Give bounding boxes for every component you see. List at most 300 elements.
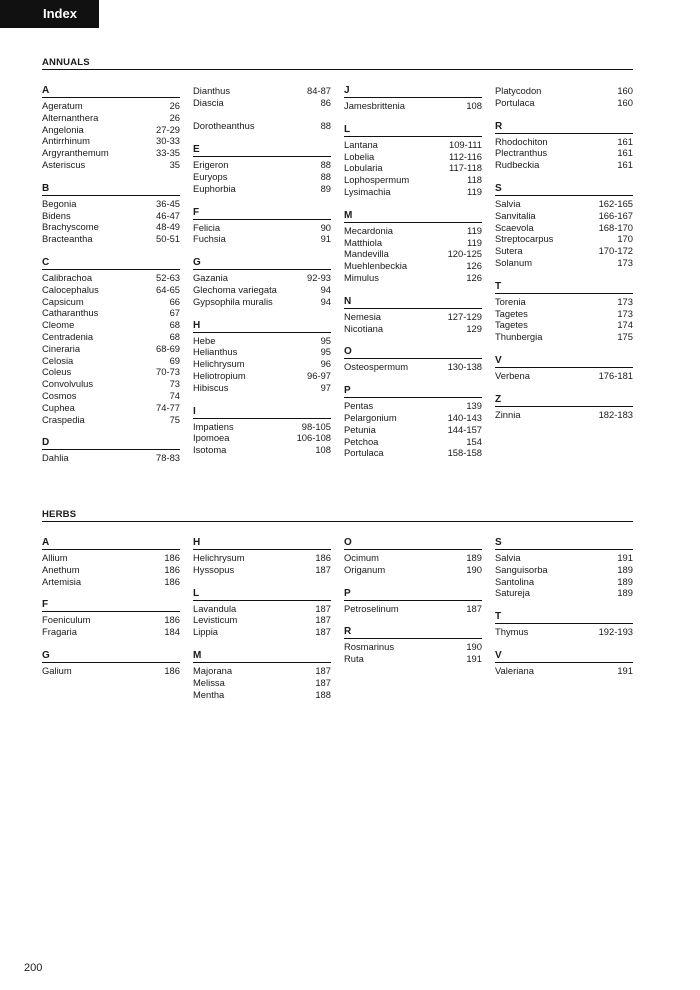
index-entry [344,323,482,335]
herbs-column-4 [495,537,633,712]
index-entry [42,124,180,136]
entry-name: Cuphea [42,401,75,413]
index-letter: M [344,209,353,221]
entry-name: Nemesia [344,310,381,322]
index-letter: H [193,319,201,331]
index-entry [193,272,331,284]
index-entry [193,97,331,109]
index-entry [344,272,482,284]
index-entry [42,135,180,147]
annuals-columns [42,85,633,476]
index-entry [495,409,633,421]
entry-page: 144-157 [447,423,482,435]
entry-page: 26 [169,100,180,111]
entry-name: Levisticum [193,614,238,626]
letter-divider [193,418,331,419]
letter-divider [42,549,180,550]
index-letter: R [495,120,503,132]
entry-name [193,109,196,121]
entry-name: Rhodochiton [495,135,548,147]
entry-name: Portulaca [495,96,535,108]
index-entry [344,447,482,459]
index-entry [344,174,482,186]
entry-page: 186 [315,552,331,563]
index-group [344,296,482,335]
index-letter: G [193,257,201,269]
index-letter: T [495,611,502,623]
index-entry [193,614,331,626]
herbs-column-3 [344,537,482,712]
letter-divider [193,219,331,220]
entry-name: Galium [42,664,72,676]
entry-page: 191 [466,653,482,665]
entry-page: 88 [320,159,331,171]
entry-page: 170 [617,233,633,245]
entry-page: 119 [467,224,482,236]
index-entry [193,603,331,615]
index-entry [42,390,180,402]
index-letter: J [344,85,350,96]
index-letter: C [42,256,50,268]
entry-name: Thunbergia [495,331,543,343]
index-group [344,210,482,284]
entry-name: Lantana [344,138,378,150]
index-group [193,537,331,576]
entry-page: 161 [617,135,633,147]
index-entry [193,85,331,97]
index-entry [42,272,180,284]
entry-name: Ruta [344,653,364,665]
entry-page: 168-170 [598,221,633,233]
index-entry [495,97,633,109]
index-entry [344,641,482,653]
index-entry [344,186,482,198]
letter-divider [42,269,180,270]
entry-page: 88 [320,170,331,182]
entry-page: 187 [315,664,331,676]
entry-page: 161 [617,147,633,159]
letter-divider [42,195,180,196]
index-entry [344,225,482,237]
index-letter: P [344,385,351,397]
entry-name: Lysimachia [344,185,391,197]
index-entry [344,653,482,665]
index-group [42,537,180,587]
index-entry [344,424,482,436]
entry-page: 170-172 [598,245,633,257]
herbs-columns [42,537,633,712]
index-group [193,650,331,700]
entry-name: Melissa [193,676,225,688]
index-entry [344,260,482,272]
entry-name: Salvia [495,197,521,209]
entry-page: 120-125 [447,248,482,260]
index-letter: D [42,437,50,449]
entry-page: 190 [466,641,482,653]
index-group [495,281,633,343]
index-entry [42,159,180,171]
entry-name: Streptocarpus [495,233,554,245]
index-entry [42,210,180,222]
entry-page: 166-167 [598,209,633,221]
index-entry [42,331,180,343]
entry-page: 176-181 [598,369,633,381]
index-letter: O [344,537,352,548]
entry-name: Centradenia [42,330,94,342]
annuals-section [42,57,633,476]
entry-page: 158-158 [447,447,482,459]
entry-name: Diascia [193,96,224,108]
index-entry [42,319,180,331]
entry-page: 127-129 [447,310,482,322]
index-letter: Z [495,393,502,405]
index-entry [495,257,633,269]
index-entry [495,245,633,257]
entry-page: 186 [164,575,180,587]
entry-name: Heliotropium [193,369,246,381]
entry-name: Convolvulus [42,378,94,390]
entry-name: Brachyscome [42,221,99,233]
entry-page: 187 [315,676,331,688]
entry-name: Felicia [193,221,221,233]
index-entry [495,665,633,677]
entry-name: Coleus [42,366,72,378]
entry-page: 140-143 [447,411,482,423]
index-letter: F [193,206,200,218]
index-group [344,537,482,576]
entry-name: Gypsophila muralis [193,295,273,307]
entry-page: 189 [466,552,482,563]
index-entry [495,626,633,638]
index-entry [42,665,180,677]
entry-page: 173 [617,295,633,307]
entry-name: Lophospermum [344,174,410,186]
index-entry [193,346,331,358]
entry-name: Helianthus [193,346,238,358]
index-group [495,355,633,382]
index-group [495,85,633,109]
entry-name: Catharanthus [42,307,99,319]
entry-page: 73 [169,378,180,390]
index-entry [495,296,633,308]
entry-name: Petroselinum [344,602,399,614]
entry-page: 108 [315,444,331,456]
index-group [193,320,331,394]
letter-divider [344,600,482,601]
entry-name: Anethum [42,563,80,575]
entry-page: 35 [169,158,180,170]
index-entry [42,355,180,367]
entry-page: 188 [315,688,331,700]
entry-page: 66 [169,295,180,307]
entry-page: 97 [320,381,331,393]
index-entry [495,552,633,564]
index-entry [42,343,180,355]
index-entry [42,284,180,296]
entry-page: 186 [164,664,180,676]
annuals-heading: ANNUALS [42,57,633,70]
index-entry [344,151,482,163]
index-letter: L [193,587,200,599]
index-entry [193,222,331,234]
entry-page: 187 [315,563,331,575]
index-entry [495,308,633,320]
entry-page: 50-51 [156,233,180,245]
entry-name: Hibiscus [193,381,229,393]
entry-name: Glechoma variegata [193,283,277,295]
index-letter: S [495,182,502,194]
entry-name: Lobelia [344,150,375,162]
entry-name: Asteriscus [42,158,86,170]
entry-page: 173 [617,307,633,319]
index-entry [495,85,633,97]
entry-name: Celosia [42,354,74,366]
index-entry [495,222,633,234]
index-entry [193,120,331,132]
entry-name: Helichrysum [193,358,245,370]
entry-name: Ocimum [344,552,379,563]
index-entry [193,296,331,308]
entry-name: Dahlia [42,452,69,464]
index-entry [495,136,633,148]
index-group [193,144,331,194]
entry-name: Torenia [495,295,526,307]
index-letter: I [193,405,196,417]
index-letter: F [42,599,49,611]
index-entry [42,614,180,626]
entry-name: Sutera [495,245,523,257]
entry-name: Antirrhinum [42,135,90,147]
index-entry [193,358,331,370]
entry-page: 86 [320,96,331,108]
entry-name: Tagetes [495,319,528,331]
index-entry [42,221,180,233]
entry-page: 190 [466,563,482,575]
index-group [193,207,331,246]
index-entry [495,319,633,331]
index-entry [495,147,633,159]
herbs-section [42,509,633,712]
index-entry [193,677,331,689]
entry-name: Cineraria [42,342,81,354]
entry-page: 108 [466,100,482,111]
index-entry [344,162,482,174]
letter-divider [344,397,482,398]
herbs-column-1 [42,537,180,712]
entry-name: Matthiola [344,236,383,248]
entry-page: 68 [169,330,180,342]
entry-page: 95 [320,334,331,346]
entry-name: Euphorbia [193,182,236,194]
index-entry [42,552,180,564]
letter-divider [344,97,482,98]
entry-page: 27-29 [156,123,180,135]
entry-name: Petunia [344,423,376,435]
entry-page: 189 [617,563,633,575]
entry-name: Mimulus [344,271,379,283]
index-letter: R [344,626,352,638]
index-letter: A [42,85,50,96]
index-entry [42,112,180,124]
index-group [193,406,331,456]
entry-page: 186 [164,614,180,626]
entry-name: Zinnia [495,408,521,420]
entry-name: Allium [42,552,68,563]
letter-divider [42,662,180,663]
letter-divider [344,136,482,137]
entry-name: Mandevilla [344,248,389,260]
page-number: 200 [24,962,43,974]
index-entry [495,587,633,599]
index-group [42,183,180,245]
index-group [42,650,180,677]
index-group [42,599,180,638]
index-entry [193,159,331,171]
index-group [495,650,633,677]
entry-page: 94 [320,283,331,295]
entry-name: Petchoa [344,435,379,447]
entry-page: 46-47 [156,209,180,221]
entry-page: 98-105 [301,420,331,432]
entry-page: 187 [466,602,482,614]
index-group [193,85,331,132]
entry-name: Artemisia [42,575,82,587]
entry-name: Cleome [42,319,75,331]
entry-page: 187 [315,614,331,626]
index-letter: A [42,537,50,548]
entry-name: Alternanthera [42,111,99,123]
entry-page: 36-45 [156,197,180,209]
index-letter: V [495,354,502,366]
index-entry [495,370,633,382]
entry-name: Begonia [42,197,77,209]
entry-page: 173 [617,256,633,268]
index-letter: N [344,295,352,307]
entry-page: 126 [466,271,482,283]
letter-divider [344,358,482,359]
entry-name: Fragaria [42,626,77,638]
entry-page: 48-49 [156,221,180,233]
herbs-heading: HERBS [42,509,633,522]
entry-page: 129 [466,322,482,334]
letter-divider [42,97,180,98]
entry-name: Majorana [193,664,233,676]
letter-divider [344,308,482,309]
index-entry [193,109,331,121]
index-entry [42,564,180,576]
index-entry [42,100,180,112]
index-entry [344,564,482,576]
entry-page: 52-63 [156,271,180,283]
entry-page: 189 [617,587,633,599]
entry-name: Lobularia [344,162,383,174]
entry-page: 130-138 [447,361,482,373]
index-group [495,183,633,269]
entry-page: 160 [617,85,633,96]
index-entry [193,689,331,701]
index-letter: E [193,144,200,156]
entry-name: Pelargonium [344,411,397,423]
entry-page: 33-35 [156,147,180,159]
entry-page: 84-87 [307,85,331,96]
index-entry [344,237,482,249]
index-entry [193,335,331,347]
entry-page: 191 [617,664,633,676]
entry-name: Bidens [42,209,71,221]
entry-page: 174 [617,319,633,331]
entry-page: 68 [169,319,180,331]
entry-page: 187 [315,626,331,638]
index-entry [344,311,482,323]
entry-name: Nicotiana [344,322,384,334]
entry-name: Santolina [495,575,535,587]
index-entry [344,139,482,151]
entry-name: Sanvitalia [495,209,536,221]
index-entry [42,402,180,414]
index-entry [344,100,482,112]
index-group [344,346,482,373]
entry-name: Osteospermum [344,361,409,373]
index-group [495,394,633,421]
index-group [344,588,482,615]
index-letter: M [193,649,202,661]
index-letter: S [495,537,502,548]
entry-name: Impatiens [193,420,234,432]
entry-page: 162-165 [598,197,633,209]
entry-name: Muehlenbeckia [344,260,408,272]
entry-page: 154 [466,435,482,447]
entry-name: Platycodon [495,85,542,96]
index-entry [42,626,180,638]
index-letter: V [495,649,502,661]
letter-divider [495,623,633,624]
index-entry [193,564,331,576]
index-entry [193,370,331,382]
entry-page: 184 [164,626,180,638]
annuals-column-2 [193,85,331,476]
index-entry [193,552,331,564]
index-group [344,385,482,459]
index-group [495,537,633,599]
entry-name: Dianthus [193,85,231,96]
entry-name: Lippia [193,626,219,638]
letter-divider [193,332,331,333]
entry-page: 89 [320,182,331,194]
index-entry [42,576,180,588]
entry-page: 92-93 [307,272,331,284]
index-entry [42,296,180,308]
entry-page: 75 [169,413,180,425]
index-group [344,85,482,112]
index-entry [495,198,633,210]
index-entry [42,307,180,319]
entry-name: Portulaca [344,447,384,459]
index-entry [42,147,180,159]
index-tab-title: Index [43,6,77,21]
letter-divider [42,449,180,450]
letter-divider [495,293,633,294]
index-entry [42,366,180,378]
entry-page: 119 [467,185,482,197]
index-entry [42,452,180,464]
entry-page: 96-97 [307,369,331,381]
index-entry [193,421,331,433]
index-entry [42,198,180,210]
entry-page: 74-77 [156,401,180,413]
index-group [42,437,180,464]
entry-page: 106-108 [296,432,331,444]
index-group [344,626,482,665]
